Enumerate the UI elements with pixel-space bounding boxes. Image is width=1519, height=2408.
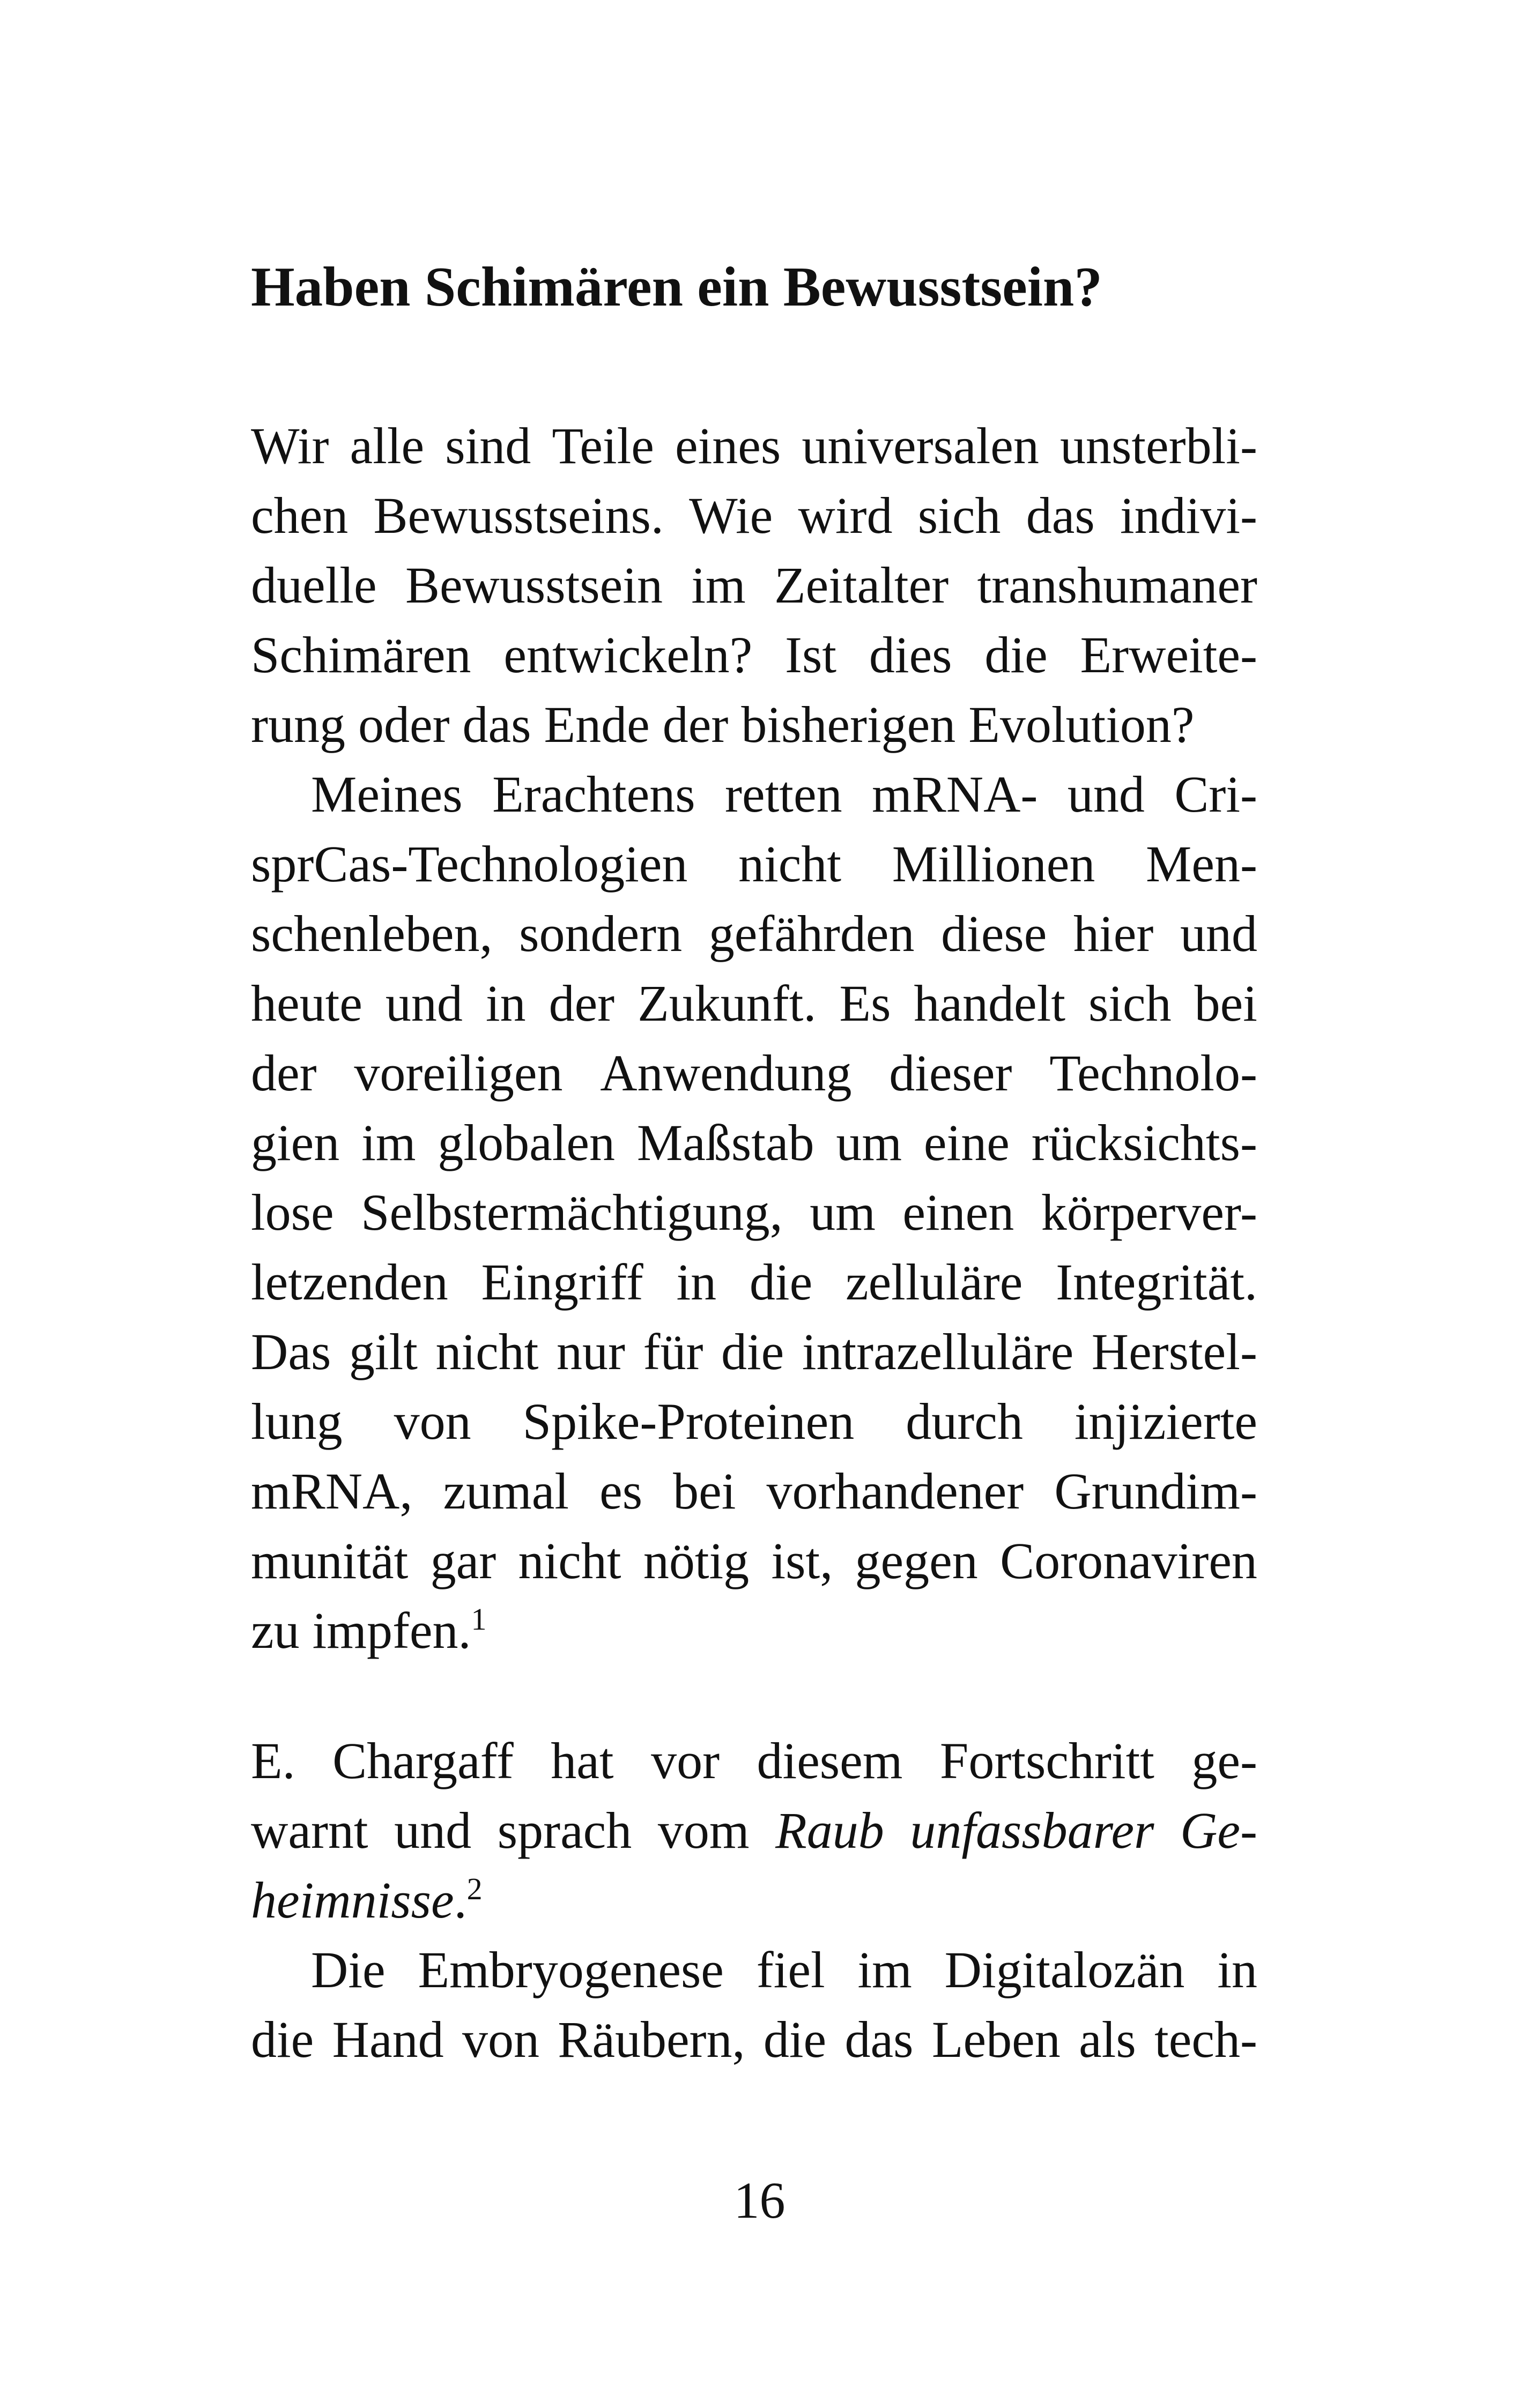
text-line — [311, 1935, 1257, 2005]
text-line — [251, 1866, 1257, 1935]
word: Eingriff — [481, 1253, 643, 1311]
word: sich — [917, 487, 1001, 544]
word: wird — [798, 487, 893, 544]
word: sind — [445, 417, 531, 474]
word: vorhandener — [766, 1462, 1024, 1520]
word: Bewusstsein — [405, 556, 663, 614]
word: und — [1067, 765, 1145, 823]
word: lose — [251, 1184, 334, 1241]
word: Digitalozän — [944, 1941, 1185, 1998]
word: Herstel- — [1091, 1323, 1257, 1380]
word: entwickeln? — [503, 626, 753, 683]
word: das — [844, 2011, 914, 2068]
word: Cri- — [1174, 765, 1257, 823]
word: durch — [906, 1393, 1023, 1450]
word: mRNA, — [251, 1462, 413, 1520]
word: nicht — [435, 1323, 539, 1380]
word: in — [485, 975, 526, 1032]
word: zelluläre — [845, 1253, 1023, 1311]
text-line — [251, 899, 1257, 969]
word: im — [857, 1941, 912, 1998]
word: indivi- — [1120, 487, 1257, 544]
word: Integrität. — [1056, 1253, 1257, 1311]
word: eine — [923, 1114, 1010, 1171]
word: Technolo- — [1049, 1044, 1257, 1102]
word: ist, — [771, 1532, 833, 1589]
word: die — [251, 2011, 314, 2068]
word: der — [251, 1044, 317, 1102]
text-line — [311, 760, 1257, 829]
word: Wir — [251, 417, 329, 474]
word: globalen — [438, 1114, 615, 1171]
word: von — [394, 1393, 471, 1450]
word: Es — [839, 975, 891, 1032]
line-text: . — [454, 1871, 467, 1929]
chapter-heading: Haben Schimären ein Bewusstsein? — [251, 255, 1102, 318]
word: um — [836, 1114, 902, 1171]
word: Millionen — [892, 835, 1095, 893]
word: dies — [869, 626, 952, 683]
word: vor — [651, 1732, 720, 1789]
word: handelt — [914, 975, 1065, 1032]
text-line — [251, 411, 1257, 481]
word: Ist — [785, 626, 837, 683]
page-number: 16 — [733, 2172, 786, 2229]
word: rücksichts- — [1031, 1114, 1257, 1171]
word: Erachtens — [492, 765, 695, 823]
word: Schimären — [251, 626, 471, 683]
word: Selbstermächtigung, — [361, 1184, 783, 1241]
word: Maßstab — [636, 1114, 814, 1171]
word: chen — [251, 487, 349, 544]
text-line — [251, 1796, 1257, 1866]
word: nötig — [643, 1532, 750, 1589]
word: hier — [1073, 905, 1154, 962]
word: die — [749, 1253, 813, 1311]
text-line — [251, 1317, 1257, 1387]
text-line — [251, 1387, 1257, 1456]
word: Das — [251, 1323, 331, 1380]
word: munität — [251, 1532, 409, 1589]
word: diesem — [757, 1732, 903, 1789]
word: Räubern, — [558, 2011, 745, 2068]
word: die — [984, 626, 1048, 683]
word: Men- — [1146, 835, 1257, 893]
word: heute — [251, 975, 362, 1032]
word: als — [1079, 2011, 1136, 2068]
word: um — [810, 1184, 876, 1241]
word: Embryogenese — [418, 1941, 724, 1998]
word: Die — [311, 1941, 386, 1998]
word: schenleben, — [251, 905, 493, 962]
word: lung — [251, 1393, 343, 1450]
word: Chargaff — [332, 1732, 514, 1789]
text-line — [251, 551, 1257, 620]
word: Teile — [552, 417, 654, 474]
word: Bewusstseins. — [373, 487, 664, 544]
word: fiel — [756, 1941, 825, 1998]
word: tech- — [1154, 2011, 1257, 2068]
word: nicht — [518, 1532, 621, 1589]
word: sich — [1088, 975, 1172, 1032]
text-line — [251, 1456, 1257, 1526]
word: diese — [941, 905, 1047, 962]
word: einen — [902, 1184, 1014, 1241]
word: transhumaner — [977, 556, 1257, 614]
word: unsterbli- — [1060, 417, 1257, 474]
italic-title: Raub unfassbarer Ge- — [775, 1802, 1258, 1859]
word: alle — [350, 417, 425, 474]
word: ge- — [1191, 1732, 1257, 1789]
word: und — [385, 975, 463, 1032]
text-line — [251, 1247, 1257, 1317]
word: Erweite- — [1080, 626, 1257, 683]
word: Coronaviren — [1000, 1532, 1257, 1589]
word: E. — [251, 1732, 295, 1789]
word: im — [691, 556, 746, 614]
word: und — [1180, 905, 1257, 962]
word: sprCas-Technologien — [251, 835, 688, 893]
footnote-marker: 2 — [466, 1871, 483, 1906]
word: in — [1217, 1941, 1257, 1998]
text-line — [251, 1596, 1257, 1666]
word: die — [721, 1323, 784, 1380]
text-line: rung oder das Ende der bisherigen Evolution? — [251, 696, 1195, 753]
word: eines — [675, 417, 781, 474]
italic-title: heimnisse — [251, 1871, 454, 1929]
text-line — [251, 620, 1257, 690]
text-line — [251, 1526, 1257, 1596]
word: bei — [1194, 975, 1257, 1032]
word: Leben — [931, 2011, 1061, 2068]
word: sondern — [519, 905, 683, 962]
word: Zukunft. — [638, 975, 817, 1032]
text-line — [251, 2005, 1257, 2075]
word: für — [643, 1323, 703, 1380]
word: Zeitalter — [774, 556, 949, 614]
word: retten — [725, 765, 842, 823]
word: duelle — [251, 556, 377, 614]
word: universalen — [802, 417, 1039, 474]
word: Anwendung — [600, 1044, 852, 1102]
word: zumal — [443, 1462, 569, 1520]
word: bei — [673, 1462, 736, 1520]
text-line — [251, 829, 1257, 899]
word: gefährden — [708, 905, 915, 962]
word: intrazelluläre — [802, 1323, 1074, 1380]
word: dieser — [889, 1044, 1012, 1102]
word: körperver- — [1041, 1184, 1257, 1241]
word: gilt — [349, 1323, 418, 1380]
word: injizierte — [1074, 1393, 1257, 1450]
word: Fortschritt — [939, 1732, 1154, 1789]
text-line — [251, 481, 1257, 551]
word: gien — [251, 1114, 340, 1171]
word: Hand — [332, 2011, 444, 2068]
text-line — [251, 1038, 1257, 1108]
word: letzenden — [251, 1253, 448, 1311]
line-text: warnt und sprach vom — [251, 1802, 750, 1859]
word: Meines — [311, 765, 463, 823]
word: von — [462, 2011, 539, 2068]
word: im — [361, 1114, 416, 1171]
word: Wie — [689, 487, 773, 544]
word: nicht — [738, 835, 842, 893]
word: Spike-Proteinen — [522, 1393, 855, 1450]
text-line — [251, 1178, 1257, 1247]
word: es — [599, 1462, 643, 1520]
text-line — [251, 1108, 1257, 1178]
line-text: zu impfen. — [251, 1602, 471, 1659]
word: mRNA- — [872, 765, 1038, 823]
word: der — [549, 975, 615, 1032]
footnote-marker: 1 — [471, 1602, 487, 1637]
word: hat — [551, 1732, 614, 1789]
word: nur — [556, 1323, 625, 1380]
word: gar — [430, 1532, 497, 1589]
word: die — [763, 2011, 827, 2068]
word: gegen — [855, 1532, 978, 1589]
text-line — [251, 1726, 1257, 1796]
word: voreiligen — [354, 1044, 563, 1102]
word: das — [1026, 487, 1095, 544]
text-line — [251, 969, 1257, 1038]
word: Grundim- — [1054, 1462, 1257, 1520]
word: in — [676, 1253, 717, 1311]
